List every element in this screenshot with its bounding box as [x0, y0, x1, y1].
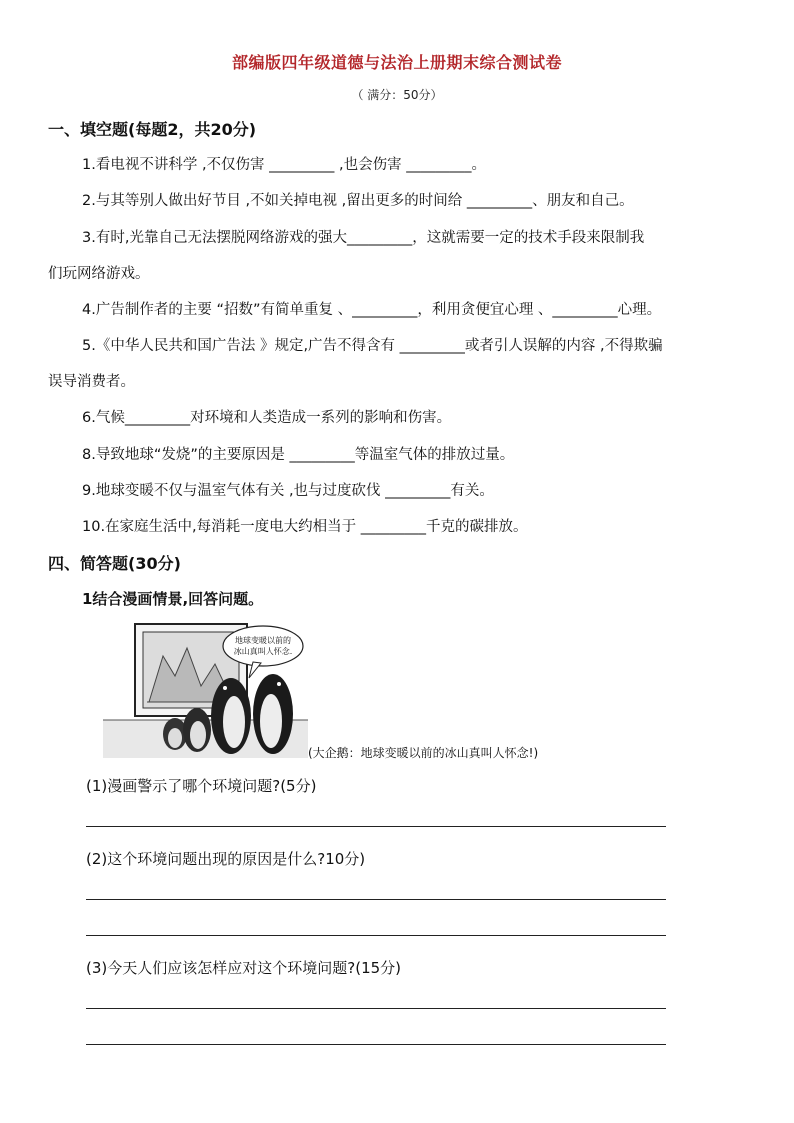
question-3: 3.有时,光靠自己无法摆脱网络游戏的强大_________，这就需要一定的技术手段来限制我: [82, 230, 645, 246]
answer-line: [86, 1044, 666, 1045]
bubble-line-2: 冰山真叫人怀念.: [233, 647, 293, 656]
answer-line: [86, 1008, 666, 1009]
page-title: 部编版四年级道德与法治上册期末综合测试卷: [231, 53, 562, 72]
short-answer-intro: 1结合漫画情景,回答问题。: [82, 590, 264, 608]
question-10: 10.在家庭生活中,每消耗一度电大约相当于 _________千克的碳排放。: [82, 519, 528, 535]
answer-line: [86, 899, 666, 900]
question-8: 8.导致地球“发烧”的主要原因是 _________等温室气体的排放过量。: [82, 447, 515, 463]
cartoon-caption: (大企鹅：地球变暖以前的冰山真叫人怀念!): [308, 746, 539, 760]
question-6: 6.气候_________对环境和人类造成一系列的影响和伤害。: [82, 410, 452, 426]
subquestion-3: (3)今天人们应该怎样应对这个环境问题?(15分): [86, 959, 402, 977]
question-2: 2.与其等别人做出好节目 ,不如关掉电视 ,留出更多的时间给 _________、朋友和自己。: [82, 193, 634, 209]
question-4: 4.广告制作者的主要 “招数”有简单重复 、_________，利用贪便宜心理 、_________心理。: [82, 302, 662, 318]
speech-bubble: [223, 626, 303, 666]
question-9: 9.地球变暖不仅与温室气体有关 ,也与过度砍伐 _________有关。: [82, 483, 494, 499]
question-3-continued: 们玩网络游戏。: [48, 266, 150, 282]
question-1: 1.看电视不讲科学 ,不仅伤害 _________ ,也会伤害 _________。: [82, 157, 486, 173]
score-note: （ 满分：50分）: [351, 88, 443, 102]
bubble-line-1: 地球变暖以前的: [235, 636, 291, 645]
section-heading-short-answer: 四、简答题(30分): [48, 554, 181, 573]
question-5: 5.《中华人民共和国广告法 》规定,广告不得含有 _________或者引人误解的内容 ,不得欺骗: [82, 338, 663, 354]
penguin-cartoon-illustration: [103, 616, 308, 758]
answer-line: [86, 826, 666, 827]
section-heading-fill-blank: 一、填空题(每题2，共20分): [48, 120, 257, 139]
question-5-continued: 误导消费者。: [48, 374, 135, 390]
answer-line: [86, 935, 666, 936]
subquestion-2: (2)这个环境问题出现的原因是什么?10分): [86, 850, 366, 868]
subquestion-1: (1)漫画警示了哪个环境问题?(5分): [86, 777, 317, 795]
